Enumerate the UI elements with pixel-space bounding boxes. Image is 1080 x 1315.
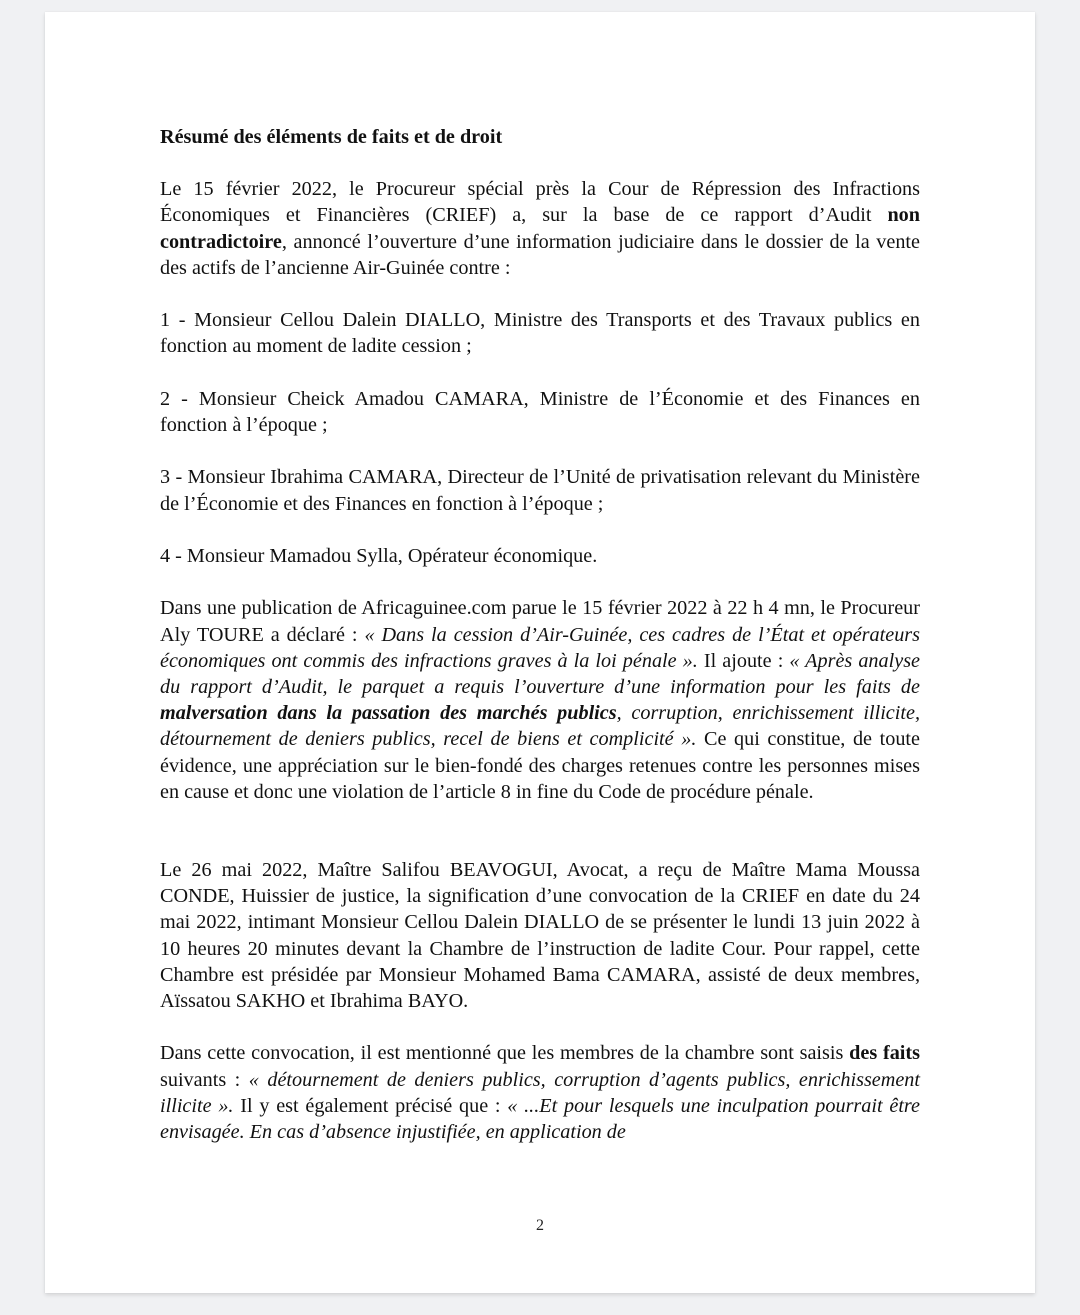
paragraph-crief-announcement: Le 15 février 2022, le Procureur spécial près la Cour de Répression des Infractions Économiques et Financières (CRIEF) a, sur la base de ce rapport d’Audit non contradictoire, annoncé l’ouverture d’une information judiciaire dans le dossier de la vente des actifs de l’ancienne Air-Guinée contre :: [160, 178, 920, 279]
section-heading: Résumé des éléments de faits et de droit: [160, 126, 503, 148]
list-item-accused-1: 1 - Monsieur Cellou Dalein DIALLO, Ministre des Transports et des Travaux publics en fonction au moment de ladite cession ;: [160, 309, 920, 358]
bold-malversation: malversation dans la passation des marchés publics: [160, 702, 617, 725]
document-page: [45, 12, 1035, 1293]
quote-prosecutor-1: « Dans la cession d’Air-Guinée, ces cadres de l’État et opérateurs économiques ont commis des infractions graves à la loi pénale ».: [160, 623, 920, 672]
paragraph-summons: Le 26 mai 2022, Maître Salifou BEAVOGUI, Avocat, a reçu de Maître Mama Moussa CONDE, Huissier de justice, la signification d’une convocation de la CRIEF en date du 24 mai 2022, intimant Monsieur Cellou Dalein DIALLO de se présenter le lundi 13 juin 2022 à 10 heures 20 minutes devant la Chambre de l’instruction de ladite Cour. Pour rappel, cette Chambre est présidée par Monsieur Mohamed Bama CAMARA, assisté de deux membres, Aïssatou SAKHO et Ibrahima BAYO.: [160, 859, 920, 1013]
document-body: [160, 124, 920, 1171]
quote-prosecutor-2a: « Après analyse du rapport d’Audit, le parquet a requis l’ouverture d’une information pour les faits de: [160, 649, 921, 698]
page-number: 2: [536, 1217, 544, 1234]
paragraph-prosecutor-statement: Dans une publication de Africaguinee.com parue le 15 février 2022 à 22 h 4 mn, le Procureur Aly TOURE a déclaré : « Dans la cession d’Air-Guinée, ces cadres de l’État et opérateurs économiques ont commis des infractions graves à la loi pénale ». Il ajoute : « Après analyse du rapport d’Audit, le parquet a requis l’ouverture d’une information pour les faits de malversation dans la passation des marchés publics, corruption, enrichissement illicite, détournement de deniers publics, recel de biens et complicité ». Ce qui constitue, de toute évidence, une appréciation sur le bien-fondé des charges retenues contre les personnes mises en cause et donc une violation de l’article 8 in fine du Code de procédure pénale.: [160, 597, 921, 803]
bold-des-faits: des faits: [849, 1042, 920, 1065]
quote-inculpation: « ...Et pour lesquels une inculpation pourrait être envisagée. En cas d’absence injustifiée, en application de: [160, 1094, 920, 1144]
list-item-accused-4: 4 - Monsieur Mamadou Sylla, Opérateur économique.: [160, 544, 598, 567]
paragraph-convocation-details: Dans cette convocation, il est mentionné que les membres de la chambre sont saisis des faits suivants : « détournement de deniers publics, corruption d’agents publics, enrichissement illicite ». Il y est également précisé que : « ...Et pour lesquels une inculpation pourrait être envisagée. En cas d’absence injustifiée, en application de: [160, 1042, 921, 1144]
quote-prosecutor-2b: , corruption, enrichissement illicite, détournement de deniers publics, recel de biens et complicité ».: [160, 702, 920, 751]
list-item-accused-2: 2 - Monsieur Cheick Amadou CAMARA, Ministre de l’Économie et des Finances en fonction à l’époque ;: [160, 387, 920, 436]
list-item-accused-3: 3 - Monsieur Ibrahima CAMARA, Directeur de l’Unité de privatisation relevant du Ministère de l’Économie et des Finances en fonction à l’époque ;: [160, 466, 920, 515]
quote-charges: « détournement de deniers publics, corruption d’agents publics, enrichissement illicite ».: [160, 1068, 921, 1117]
bold-non-contradictoire: non contradictoire: [160, 204, 920, 253]
